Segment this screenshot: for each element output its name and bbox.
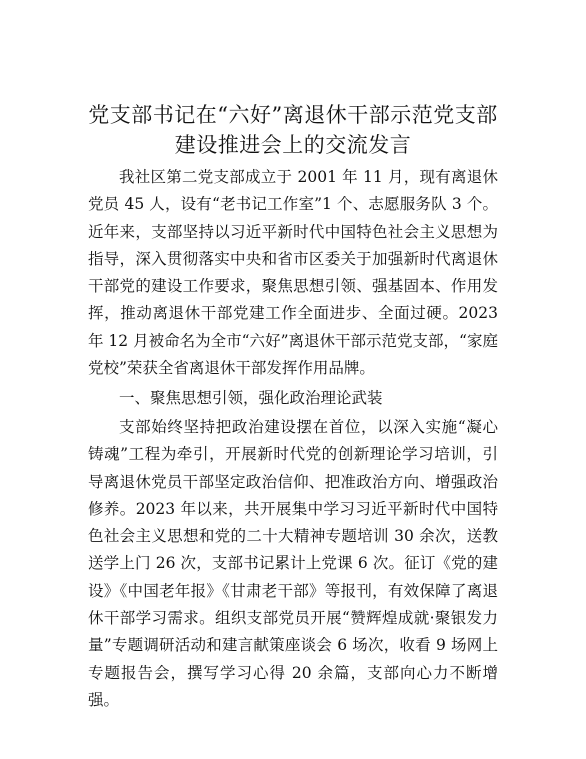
title-line-2: 建设推进会上的交流发言 [174,133,412,157]
title-line-1: 党支部书记在“六好”离退休干部示范党支部 [88,103,498,127]
section-heading: 一、聚焦思想引领，强化政治理论武装 [119,389,383,407]
intro-paragraph: 我社区第二党支部成立于 2001 年 11 月，现有离退休党员 45 人，设有“老书记工作室”1 个、志愿服务队 3 个。近年来，支部坚持以习近平新时代中国特色社会主义思想为指导，深入贯彻落实中央和省市区委关于加强新时代离退休干部党的建设工作要求，聚焦思想引领、强基固本、作用发挥，推动离退休干部党建工作全面进步、全面过硬。2023 年 12 月被命名为全市“六好”离退休干部示范党支部，“家庭党校”荣获全省离退休干部发挥作用品牌。 [88,168,498,378]
section-paragraph: 支部始终坚持把政治建设摆在首位，以深入实施“凝心铸魂”工程为牵引，开展新时代党的创新理论学习培训，引导离退休党员干部坚定政治信仰、把准政治方向、增强政治修养。2023 年以来，共开展集中学习习近平新时代中国特色社会主义思想和党的二十大精神专题培训 30 余次，送教送学上门 26 次，支部书记累计上党课 6 次。征订《党的建设》《中国老年报》《甘肃老干部》等报刊，有效保障了离退休干部学习需求。组织支部党员开展“赞辉煌成就·聚银发力量”专题调研活动和建言献策座谈会 6 场次，收看 9 场网上专题报告会，撰写学习心得 20 余篇，支部向心力不断增强。 [88,418,498,709]
document-title [60,100,526,160]
